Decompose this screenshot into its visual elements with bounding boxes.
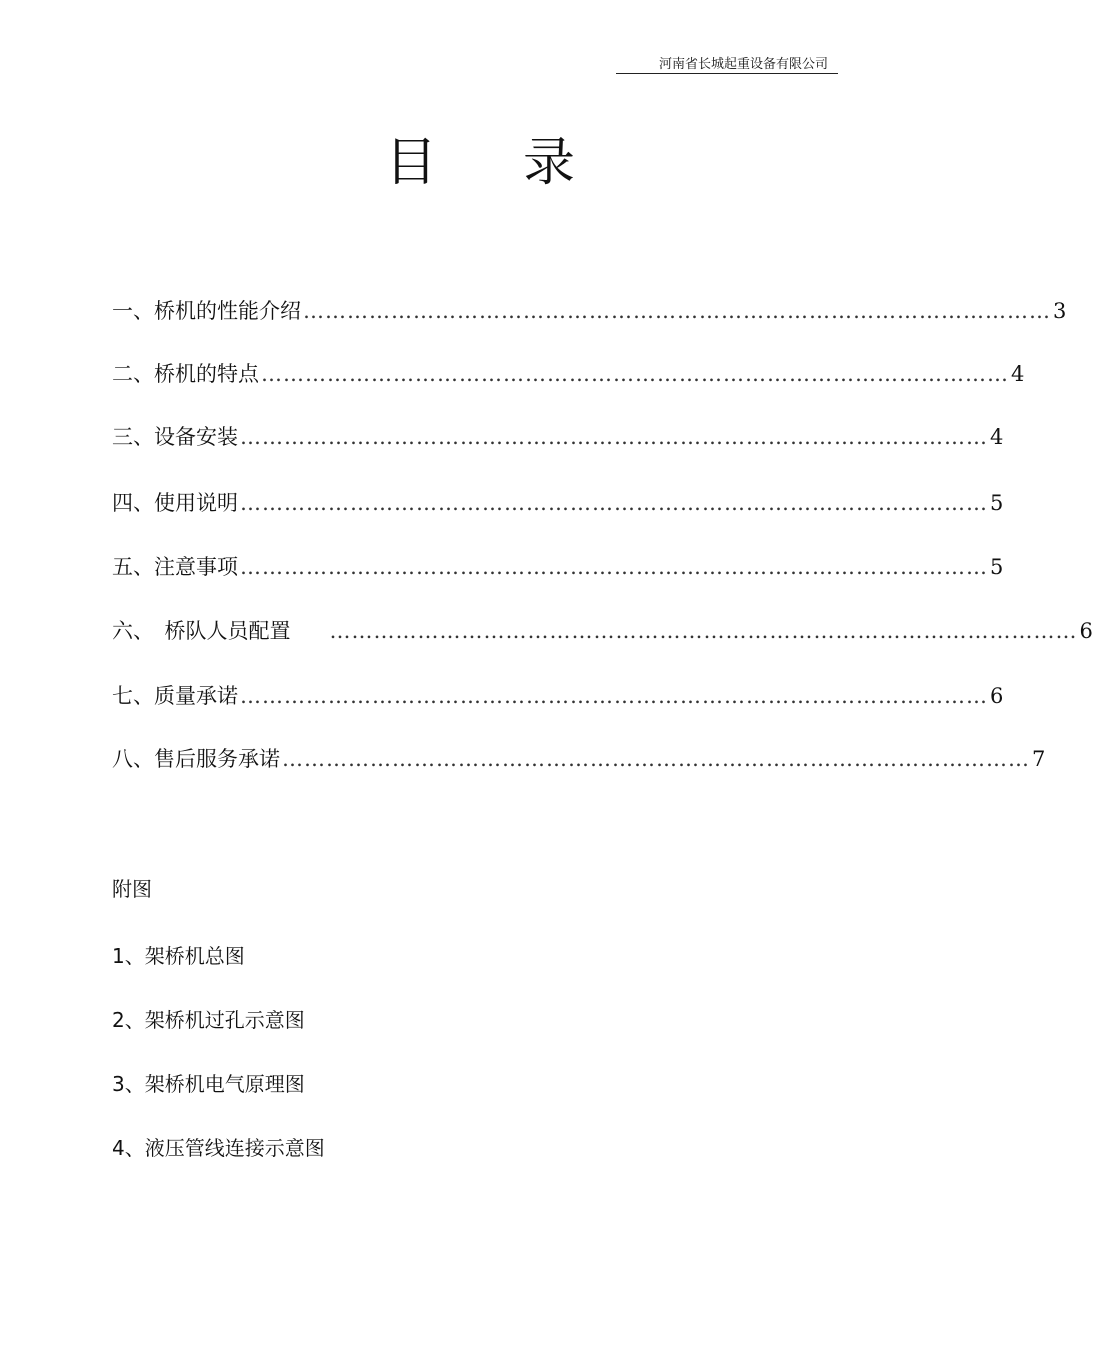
toc-label: 三、设备安装 xyxy=(112,425,238,449)
toc-page-number: 3 xyxy=(1053,299,1067,323)
appendix-heading: 附图 xyxy=(112,877,152,901)
toc-entry-1[interactable] xyxy=(112,296,1067,326)
toc-label: 七、质量承诺 xyxy=(112,684,238,708)
toc-label: 四、使用说明 xyxy=(112,491,238,515)
toc-leader: ………………………………………………………………………………………… xyxy=(282,747,1030,771)
company-name: 河南省长城起重设备有限公司 xyxy=(658,57,828,72)
appendix-item-1[interactable]: 1、架桥机总图 xyxy=(112,944,245,968)
toc-leader: ………………………………………………………………………………………… xyxy=(240,684,988,708)
title-char-2: 录 xyxy=(522,133,575,193)
toc-page-number: 5 xyxy=(990,555,1004,579)
toc-leader: ………………………………………………………………………………………… xyxy=(329,619,1078,643)
toc-page-number: 5 xyxy=(990,491,1004,515)
toc-entry-4[interactable] xyxy=(112,488,1004,518)
toc-page-number: 6 xyxy=(1079,619,1093,643)
toc-label: 五、注意事项 xyxy=(112,555,238,579)
title-char-1: 目 xyxy=(385,133,438,193)
toc-label: 二、桥机的特点 xyxy=(112,362,259,386)
toc-entry-2[interactable] xyxy=(112,359,1025,389)
toc-entry-8[interactable] xyxy=(112,744,1046,774)
toc-entry-7[interactable] xyxy=(112,681,1004,711)
toc-leader: ………………………………………………………………………………………… xyxy=(261,362,1009,386)
page-header xyxy=(616,56,838,74)
toc-entry-6[interactable] xyxy=(112,616,1093,646)
toc-entry-5[interactable] xyxy=(112,552,1004,582)
toc-entry-3[interactable] xyxy=(112,422,1004,452)
page-title xyxy=(385,130,575,196)
appendix-item-4[interactable]: 4、液压管线连接示意图 xyxy=(112,1136,325,1160)
toc-leader: ………………………………………………………………………………………… xyxy=(303,299,1051,323)
toc-leader: ………………………………………………………………………………………… xyxy=(240,425,988,449)
toc-page-number: 4 xyxy=(1011,362,1025,386)
toc-leader: ………………………………………………………………………………………… xyxy=(240,555,988,579)
toc-page-number: 4 xyxy=(990,425,1004,449)
toc-page-number: 6 xyxy=(990,684,1004,708)
appendix-item-3[interactable]: 3、架桥机电气原理图 xyxy=(112,1072,305,1096)
toc-leader: ………………………………………………………………………………………… xyxy=(240,491,988,515)
toc-label: 六、 桥队人员配置 xyxy=(112,619,312,643)
toc-label: 八、售后服务承诺 xyxy=(112,747,280,771)
toc-label: 一、桥机的性能介绍 xyxy=(112,299,301,323)
toc-page-number: 7 xyxy=(1032,747,1046,771)
appendix-item-2[interactable]: 2、架桥机过孔示意图 xyxy=(112,1008,305,1032)
